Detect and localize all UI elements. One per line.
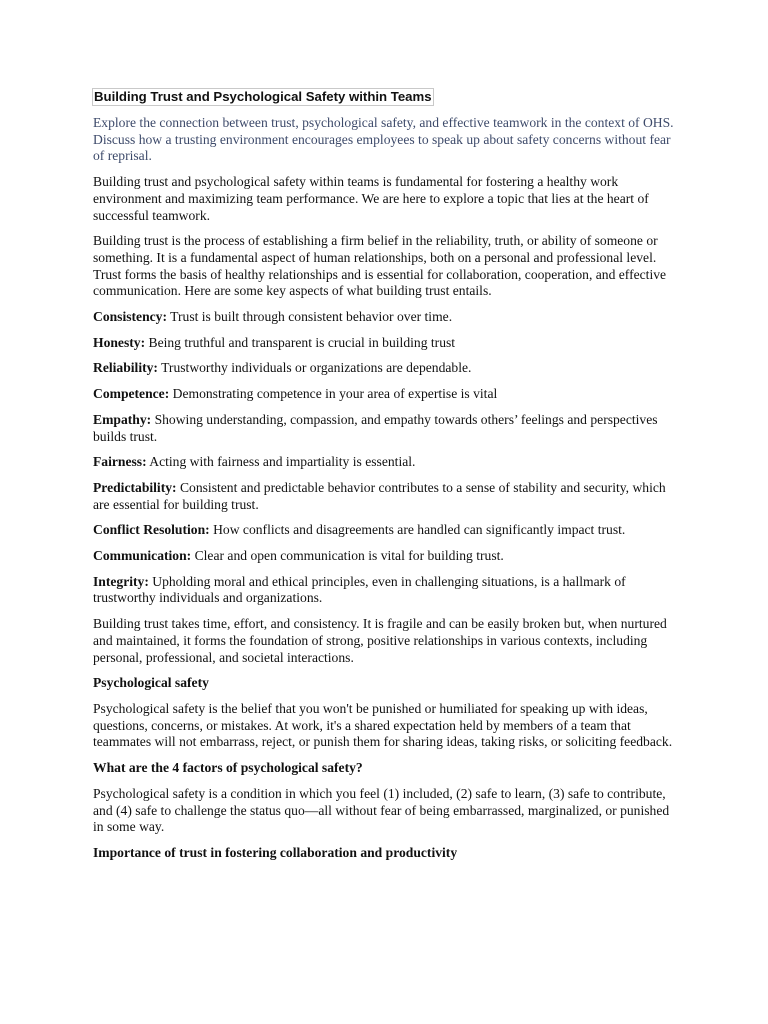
aspect-text: How conflicts and disagreements are handled can significantly impact trust. <box>209 522 626 538</box>
aspect-text: Demonstrating competence in your area of expertise is vital <box>169 386 498 402</box>
aspect-text: Showing understanding, compassion, and empathy towards others’ feelings and perspectives builds trust. <box>93 411 658 444</box>
paragraph-four-factors: Psychological safety is a condition in which you feel (1) included, (2) safe to learn, (3) safe to contribute, and (4) safe to challenge the status quo—all without fear of being embarrassed, marginalized, or punished in some way. <box>93 785 670 835</box>
aspect-term: Communication: <box>93 548 192 564</box>
aspect-text: Acting with fairness and impartiality is essential. <box>146 454 416 470</box>
aspect-item <box>93 480 676 513</box>
heading-importance-of-trust: Importance of trust in fostering collaboration and productivity <box>93 844 458 860</box>
document-page <box>93 88 676 871</box>
aspect-text: Being truthful and transparent is crucial in building trust <box>145 334 456 350</box>
document-title: Building Trust and Psychological Safety within Teams <box>94 89 432 104</box>
aspect-term: Consistency: <box>93 309 168 325</box>
aspect-text: Trustworthy individuals or organizations are dependable. <box>157 360 472 376</box>
aspect-item <box>93 454 676 471</box>
heading-four-factors: What are the 4 factors of psychological safety? <box>93 760 363 776</box>
heading-psychological-safety: Psychological safety <box>93 675 209 691</box>
aspect-item <box>93 386 676 403</box>
aspect-item <box>93 548 676 565</box>
aspect-text: Consistent and predictable behavior contributes to a sense of stability and security, which are essential for building trust. <box>93 479 666 512</box>
aspect-item <box>93 574 676 607</box>
aspect-term: Reliability: <box>93 360 158 376</box>
aspect-text: Trust is built through consistent behavior over time. <box>167 309 453 325</box>
aspect-text: Upholding moral and ethical principles, even in challenging situations, is a hallmark of trustworthy individuals and organizations. <box>93 573 626 606</box>
aspect-term: Empathy: <box>93 411 152 427</box>
aspect-term: Honesty: <box>93 334 146 350</box>
paragraph-building-trust: Building trust is the process of establishing a firm belief in the reliability, truth, or ability of someone or something. It is a fundamental aspect of human relationships, both on a personal and professional level. Trust forms the basis of healthy relationships and is essential for collaboration, cooperation, and effective communication. Here are some key aspects of what building trust entails. <box>93 233 667 299</box>
aspect-item <box>93 412 676 445</box>
aspect-term: Integrity: <box>93 573 149 589</box>
aspect-text: Clear and open communication is vital for building trust. <box>191 548 504 564</box>
aspect-term: Predictability: <box>93 479 177 495</box>
paragraph-intro-teams: Building trust and psychological safety within teams is fundamental for fostering a healthy work environment and maximizing team performance. We are here to explore a topic that lies at the heart of successful teamwork. <box>93 174 649 223</box>
aspect-term: Conflict Resolution: <box>93 522 210 538</box>
intro-paragraph: Explore the connection between trust, psychological safety, and effective teamwork in the context of OHS. Discuss how a trusting environment encourages employees to speak up about safety concerns without fear of reprisal. <box>93 115 674 164</box>
aspect-item <box>93 522 676 539</box>
aspect-term: Fairness: <box>93 454 147 470</box>
paragraph-trust-takes-time: Building trust takes time, effort, and consistency. It is fragile and can be easily broken but, when nurtured and maintained, it forms the foundation of strong, positive relationships in various contexts, including personal, professional, and societal interactions. <box>93 616 667 665</box>
aspect-term: Competence: <box>93 386 170 402</box>
paragraph-psychological-safety: Psychological safety is the belief that you won't be punished or humiliated for speaking up with ideas, questions, concerns, or mistakes. At work, it's a shared expectation held by members of a team that teammates will not embarrass, reject, or punish them for sharing ideas, taking risks, or soliciting feedback. <box>93 700 673 750</box>
aspect-item <box>93 335 676 352</box>
aspect-item <box>93 360 676 377</box>
aspect-item <box>93 309 676 326</box>
